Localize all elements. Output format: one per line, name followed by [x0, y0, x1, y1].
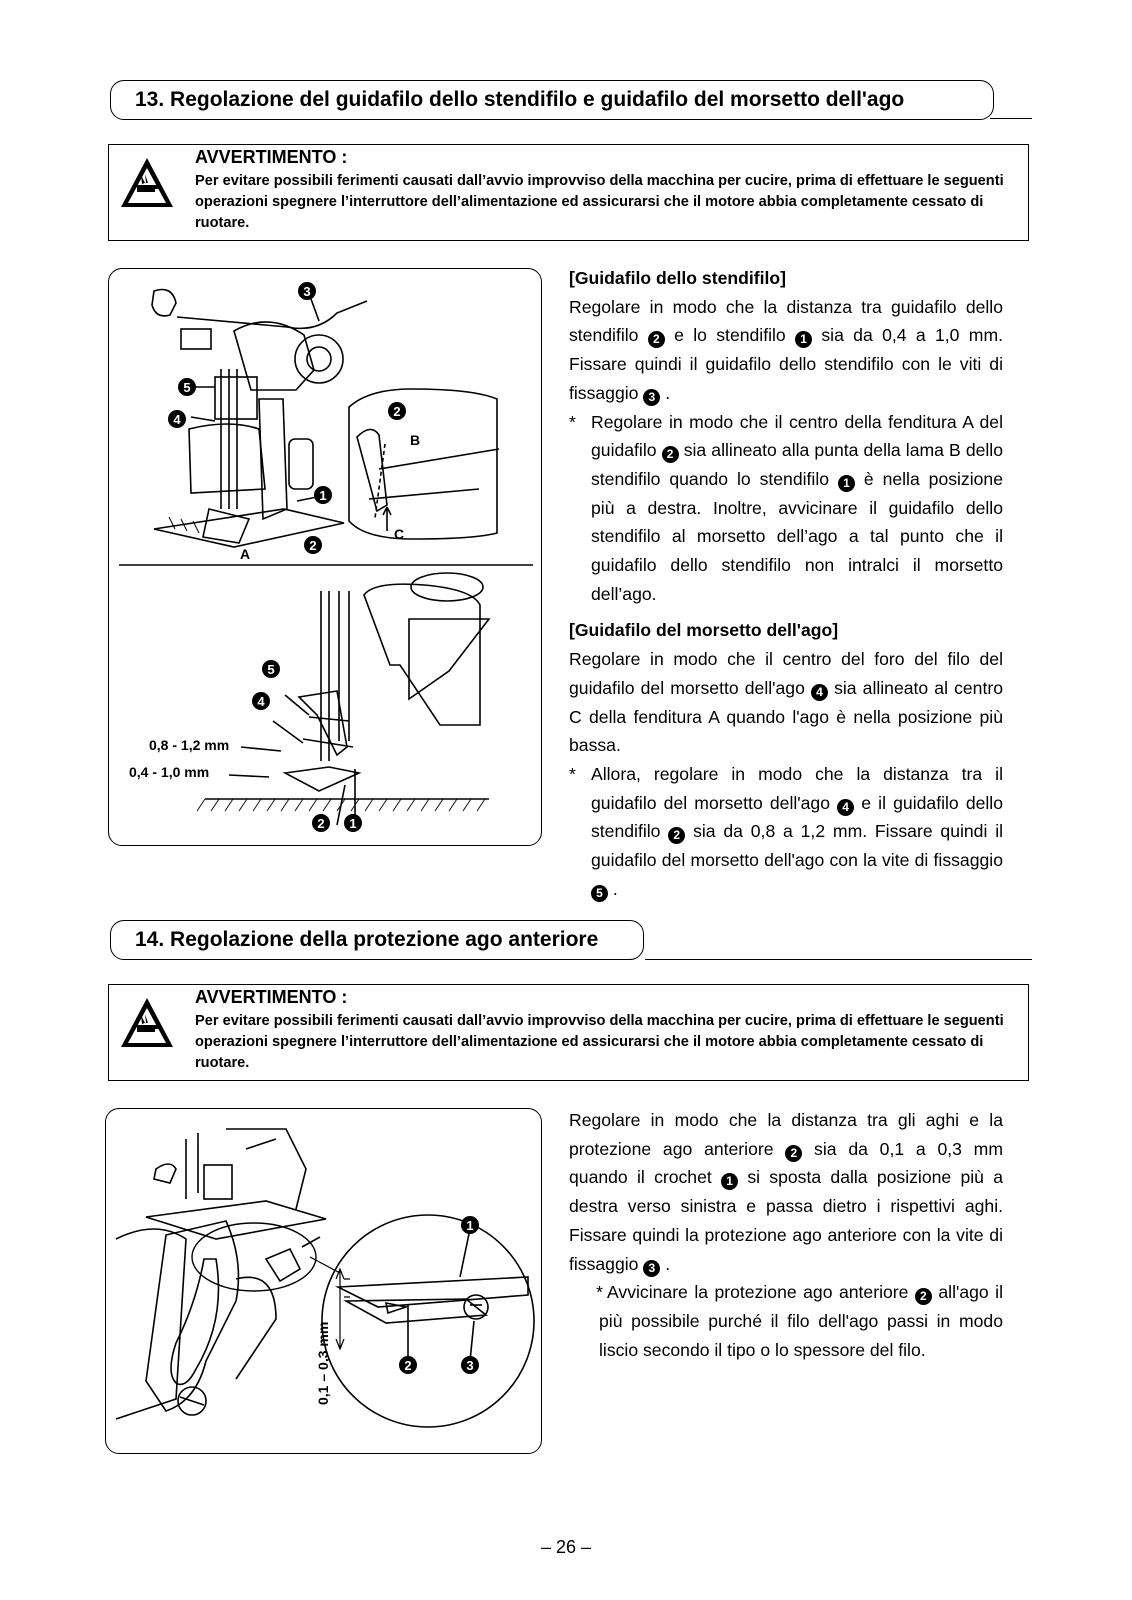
svg-text:2: 2: [404, 1358, 412, 1373]
callout-2-inline: 2: [785, 1145, 802, 1162]
callout-3-inline: 3: [643, 389, 660, 406]
subheading-stendifilo: [Guidafilo dello stendifilo]: [569, 268, 786, 288]
figure-thread-guide: [108, 268, 542, 846]
section-14-rule: [645, 959, 1032, 960]
svg-text:1: 1: [349, 816, 357, 831]
svg-text:5: 5: [183, 380, 191, 395]
svg-text:2: 2: [393, 404, 401, 419]
warning-box-13: [108, 144, 1029, 241]
label-c: C: [393, 526, 405, 542]
callout-2-inline: 2: [662, 446, 679, 463]
warning-text: Per evitare possibili ferimenti causati dall’avvio improvviso della macchina per cucire, prima di effettuare le seguenti operazioni spegnere l’interruttore dell’alimentazione ed assicurarsi che il motore abbia completamente cessato di ruotare.: [195, 1013, 1004, 1071]
callout-2-inline: 2: [915, 1288, 932, 1305]
svg-text:3: 3: [466, 1358, 474, 1373]
callout-1-inline: 1: [721, 1173, 738, 1190]
dim-label-2: 0,4 - 1,0 mm: [129, 764, 210, 780]
callout-4-bottom: [252, 692, 270, 710]
callout-1-bottom: [344, 814, 362, 832]
callout-2-inline: 2: [668, 827, 685, 844]
warning-title: AVVERTIMENTO :: [195, 987, 348, 1007]
svg-text:2: 2: [309, 538, 317, 553]
callout-2-inset: [388, 402, 406, 420]
svg-text:4: 4: [257, 694, 265, 709]
paragraph-morsetto: Regolare in modo che il centro del foro del filo del guidafilo del morsetto dell'ago 4 sia allineato al centro C della fenditura A quando l'ago è nella posizione più bassa.: [569, 649, 1003, 756]
section-13-text: [569, 264, 1003, 903]
dim-label-1: 0,8 - 1,2 mm: [149, 737, 230, 753]
dim-label-fig14: 0,1 – 0,3 mm: [315, 1321, 331, 1405]
callout-2-inline: 2: [648, 331, 665, 348]
callout-5-top: [178, 378, 196, 396]
hand-hazard-icon: [119, 995, 175, 1051]
section-13-rule: [990, 118, 1032, 119]
needle-guard-illustration: [106, 1109, 542, 1454]
section-14-text: [569, 1106, 1003, 1364]
svg-text:5: 5: [267, 662, 275, 677]
callout-3-inline: 3: [643, 1260, 660, 1277]
callout-5-inline: 5: [591, 885, 608, 902]
section-13-title: 13. Regolazione del guidafilo dello stendifilo e guidafilo del morsetto dell'ago: [110, 80, 994, 120]
paragraph-stendifilo: Regolare in modo che la distanza tra guidafilo dello stendifilo 2 e lo stendifilo 1 sia da 0,4 a 1,0 mm. Fissare quindi il guidafilo dello stendifilo con le viti di fissaggio 3 .: [569, 296, 1003, 404]
svg-text:1: 1: [319, 488, 327, 503]
svg-text:4: 4: [173, 412, 181, 427]
warning-title: AVVERTIMENTO :: [195, 147, 348, 167]
label-a: A: [239, 546, 251, 562]
note-stendifilo: * Regolare in modo che il centro della fenditura A del guidafilo 2 sia allineato alla punta della lama B dello stendifilo quando lo stendifilo 1 è nella posizione più a destra. Inoltre, avvicinare il guidafilo dello stendifilo al morsetto dell’ago a tal punto che il guidafilo dello stendifilo non intralci il morsetto dell’ago.: [569, 411, 1003, 604]
svg-text:1: 1: [466, 1218, 474, 1233]
paragraph-needle-guard: Regolare in modo che la distanza tra gli aghi e la protezione ago anteriore 2 sia da 0,1 a 0,3 mm quando il crochet 1 si sposta dalla posizione più a destra verso sinistra e passa dietro i rispettivi aghi. Fissare quindi la protezione ago anteriore con la vite di fissaggio 3 .: [569, 1110, 1003, 1275]
callout-1-fig14: [461, 1216, 479, 1234]
subheading-morsetto: [Guidafilo del morsetto dell'ago]: [569, 620, 839, 641]
callout-4-inline: 4: [837, 799, 854, 816]
callout-1-top: [314, 486, 332, 504]
callout-1-inline: 1: [838, 475, 855, 492]
callout-2-top: [304, 536, 322, 554]
warning-text: Per evitare possibili ferimenti causati dall’avvio improvviso della macchina per cucire, prima di effettuare le seguenti operazioni spegnere l’interruttore dell’alimentazione ed assicurarsi che il motore abbia completamente cessato di ruotare.: [195, 173, 1004, 231]
svg-text:2: 2: [317, 816, 325, 831]
hand-hazard-icon: [119, 155, 175, 211]
thread-guide-illustration: [109, 269, 542, 846]
callout-4-inline: 4: [811, 684, 828, 701]
callout-2-bottom: [312, 814, 330, 832]
callout-3-fig14: [461, 1356, 479, 1374]
warning-box-14: [108, 984, 1029, 1081]
note-morsetto: * Allora, regolare in modo che la distanza tra il guidafilo del morsetto dell'ago 4 e il guidafilo dello stendifilo 2 sia da 0,8 a 1,2 mm. Fissare quindi il guidafilo del morsetto dell'ago con la vite di fissaggio 5 .: [569, 763, 1004, 900]
note-needle-guard: * Avvicinare la protezione ago anteriore 2 all'ago il più possibile purché il filo dell'ago passi in modo liscio secondo il tipo o lo spessore del filo.: [596, 1282, 1003, 1360]
callout-2-fig14: [399, 1356, 417, 1374]
callout-3-top: [298, 282, 316, 300]
callout-4-top: [168, 410, 186, 428]
svg-text:3: 3: [303, 284, 311, 299]
label-b: B: [409, 432, 421, 448]
section-14-title: 14. Regolazione della protezione ago anteriore: [110, 920, 644, 960]
callout-5-bottom: [262, 660, 280, 678]
figure-needle-guard: [105, 1108, 542, 1454]
page-number: – 26 –: [540, 1537, 592, 1557]
callout-1-inline: 1: [795, 331, 812, 348]
